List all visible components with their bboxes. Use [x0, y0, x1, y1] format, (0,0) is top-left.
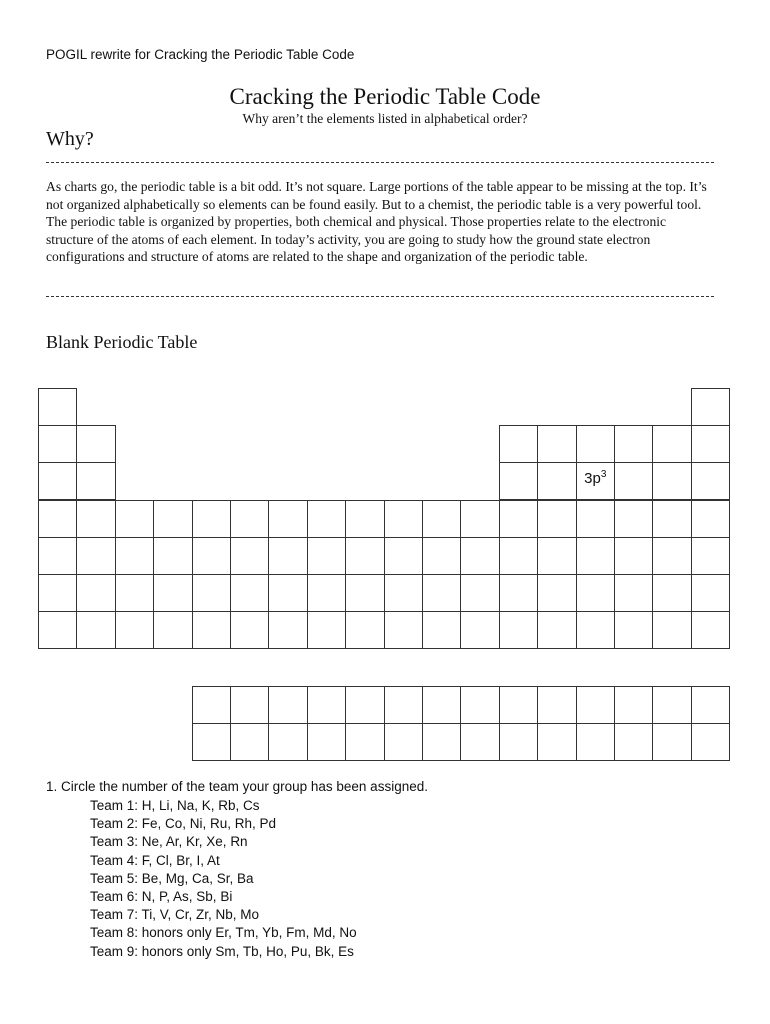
why-heading: Why?	[46, 128, 94, 150]
table-cell	[652, 462, 691, 500]
fblock-cell	[691, 723, 730, 761]
team-item[interactable]: Team 9: honors only Sm, Tb, Ho, Pu, Bk, Es	[90, 943, 354, 959]
table-cell	[652, 537, 691, 575]
fblock-cell	[422, 686, 461, 724]
table-cell	[576, 574, 615, 612]
fblock-cell	[652, 723, 691, 761]
table-cell	[576, 611, 615, 649]
table-cell	[38, 388, 77, 426]
table-cell	[192, 611, 231, 649]
table-cell	[576, 425, 615, 463]
table-cell	[691, 537, 730, 575]
fblock-cell	[268, 723, 307, 761]
fblock-cell	[422, 723, 461, 761]
blank-table-title: Blank Periodic Table	[46, 332, 198, 352]
table-cell	[230, 500, 269, 538]
table-cell	[652, 611, 691, 649]
table-cell	[153, 611, 192, 649]
fblock-cell	[230, 723, 269, 761]
table-cell	[115, 574, 154, 612]
table-cell	[614, 500, 653, 538]
table-cell	[230, 537, 269, 575]
page-title: Cracking the Periodic Table Code	[229, 84, 541, 109]
table-cell	[691, 462, 730, 500]
table-cell	[499, 611, 538, 649]
table-cell	[691, 611, 730, 649]
fblock-cell	[192, 723, 231, 761]
table-cell	[614, 574, 653, 612]
table-cell	[38, 537, 77, 575]
table-cell	[537, 425, 576, 463]
table-cell	[537, 574, 576, 612]
table-cell	[307, 500, 346, 538]
fblock-cell	[614, 723, 653, 761]
table-cell	[422, 611, 461, 649]
table-cell	[153, 537, 192, 575]
table-cell	[115, 611, 154, 649]
fblock-cell	[384, 686, 423, 724]
cell-label	[577, 469, 614, 487]
table-cell	[537, 611, 576, 649]
question-1-prompt: 1. Circle the number of the team your group has been assigned.	[46, 779, 428, 794]
table-cell	[345, 611, 384, 649]
table-cell	[499, 500, 538, 538]
fblock-cell	[691, 686, 730, 724]
team-item[interactable]: Team 1: H, Li, Na, K, Rb, Cs	[90, 798, 260, 813]
team-item[interactable]: Team 6: N, P, As, Sb, Bi	[90, 889, 233, 905]
table-cell	[76, 500, 115, 538]
fblock-cell	[345, 686, 384, 724]
table-cell	[499, 462, 538, 500]
table-cell	[691, 425, 730, 463]
table-cell-3p3	[576, 462, 615, 500]
table-cell	[384, 537, 423, 575]
fblock-cell	[460, 686, 499, 724]
table-cell	[422, 500, 461, 538]
table-cell	[115, 537, 154, 575]
fblock-cell	[652, 686, 691, 724]
table-cell	[76, 425, 115, 463]
table-cell	[576, 500, 615, 538]
fblock-cell	[460, 723, 499, 761]
table-cell	[460, 574, 499, 612]
team-item[interactable]: Team 7: Ti, V, Cr, Zr, Nb, Mo	[90, 907, 260, 923]
table-cell	[76, 611, 115, 649]
table-cell	[537, 537, 576, 575]
table-cell	[268, 500, 307, 538]
table-cell	[691, 574, 730, 612]
divider-top	[46, 162, 714, 163]
course-header: POGIL rewrite for Cracking the Periodic Table Code	[46, 47, 355, 62]
team-list	[90, 797, 357, 961]
table-cell	[307, 537, 346, 575]
table-cell	[652, 500, 691, 538]
table-cell	[422, 537, 461, 575]
table-cell	[192, 500, 231, 538]
table-cell	[499, 537, 538, 575]
table-cell	[307, 611, 346, 649]
why-paragraph: As charts go, the periodic table is a bit odd. It’s not square. Large portions of the table appear to be missing at the top. It’s not organized alphabetically so elements can be found easily. But to a chemist, the periodic table is a very powerful tool. The periodic table is organized by properties, both chemical and physical. Those properties relate to the electronic structure of the atoms of each element. In today’s activity, you are going to study how the ground state electron configurations and structure of atoms are related to the shape and organization of the periodic table.	[46, 179, 707, 264]
table-cell	[537, 500, 576, 538]
cell-label-base: 3p	[584, 470, 601, 488]
fblock-cell	[307, 723, 346, 761]
table-cell	[460, 537, 499, 575]
table-cell	[384, 500, 423, 538]
team-item[interactable]: Team 8: honors only Er, Tm, Yb, Fm, Md, No	[90, 925, 357, 941]
table-cell	[192, 537, 231, 575]
table-cell	[691, 388, 730, 426]
fblock-cell	[192, 686, 231, 724]
table-cell	[499, 574, 538, 612]
table-cell	[537, 462, 576, 500]
table-cell	[576, 537, 615, 575]
cell-label-superscript: 3	[600, 469, 607, 481]
table-cell	[153, 500, 192, 538]
table-cell	[76, 462, 115, 500]
table-cell	[384, 611, 423, 649]
table-cell	[614, 537, 653, 575]
table-cell	[422, 574, 461, 612]
table-cell	[652, 574, 691, 612]
page-subtitle: Why aren’t the elements listed in alphabetical order?	[242, 111, 528, 126]
fblock-cell	[614, 686, 653, 724]
table-cell	[460, 611, 499, 649]
team-item[interactable]: Team 5: Be, Mg, Ca, Sr, Ba	[90, 870, 254, 886]
table-cell	[38, 500, 77, 538]
table-cell	[345, 537, 384, 575]
table-cell	[652, 425, 691, 463]
table-cell	[230, 574, 269, 612]
table-cell	[614, 611, 653, 649]
table-cell	[38, 574, 77, 612]
fblock-cell	[537, 686, 576, 724]
table-cell	[76, 537, 115, 575]
table-cell	[268, 537, 307, 575]
divider-bottom	[46, 296, 714, 297]
table-cell	[153, 574, 192, 612]
table-cell	[460, 500, 499, 538]
table-cell	[38, 611, 77, 649]
table-cell	[115, 500, 154, 538]
table-cell	[230, 611, 269, 649]
fblock-cell	[499, 723, 538, 761]
fblock-cell	[537, 723, 576, 761]
team-item[interactable]: Team 4: F, Cl, Br, I, At	[90, 852, 220, 868]
fblock-cell	[499, 686, 538, 724]
team-item[interactable]: Team 3: Ne, Ar, Kr, Xe, Rn	[90, 834, 248, 850]
fblock-cell	[307, 686, 346, 724]
table-cell	[614, 425, 653, 463]
table-cell	[614, 462, 653, 500]
table-cell	[499, 425, 538, 463]
table-cell	[38, 425, 77, 463]
table-cell	[345, 574, 384, 612]
table-cell	[307, 574, 346, 612]
table-cell	[192, 574, 231, 612]
table-cell	[76, 574, 115, 612]
fblock-cell	[230, 686, 269, 724]
fblock-cell	[345, 723, 384, 761]
table-cell	[268, 574, 307, 612]
fblock-cell	[576, 723, 615, 761]
table-cell	[384, 574, 423, 612]
table-cell	[38, 462, 77, 500]
fblock-cell	[268, 686, 307, 724]
table-cell	[268, 611, 307, 649]
table-cell	[345, 500, 384, 538]
fblock-cell	[384, 723, 423, 761]
fblock-cell	[576, 686, 615, 724]
team-item[interactable]: Team 2: Fe, Co, Ni, Ru, Rh, Pd	[90, 816, 277, 832]
table-cell	[691, 500, 730, 538]
